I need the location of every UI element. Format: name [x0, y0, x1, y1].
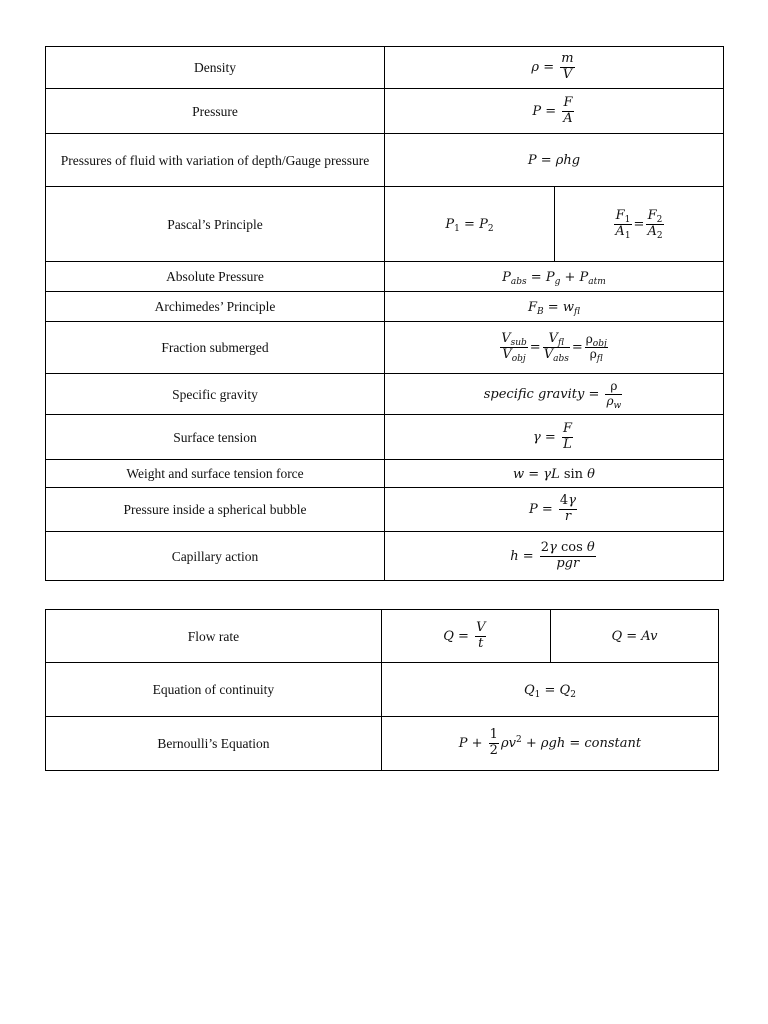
- formula-bernoulli: P + $\frac{1}{2}$ $\rho v^2 + \rho gh$ = constant: [381, 717, 718, 771]
- fluid-flow-table: [45, 609, 768, 771]
- formula-pressure: P = $\frac{F}{A}$: [385, 89, 724, 134]
- row-label: Pressures of fluid with variation of depth/Gauge pressure: [46, 134, 385, 187]
- table-row: [46, 322, 724, 374]
- table-overflow-column: [719, 663, 768, 717]
- table-row: [46, 610, 768, 663]
- table-row: [46, 374, 724, 415]
- formula-density: ρ = $\frac{m}{V}$: [385, 47, 724, 89]
- row-label: Fraction submerged: [46, 322, 385, 374]
- table-row: [46, 663, 768, 717]
- formula-weight-surface-tension: w = γL sin θ: [385, 460, 724, 488]
- formula-specific-gravity: specific gravity = $\frac{\rho}{\rho_w}$: [385, 374, 724, 415]
- row-label: Equation of continuity: [46, 663, 382, 717]
- table-row: [46, 134, 724, 187]
- row-label: Bernoulli’s Equation: [46, 717, 382, 771]
- formula-bubble-pressure: P = $\frac{4\gamma}{r}$: [385, 488, 724, 532]
- row-label: Capillary action: [46, 532, 385, 581]
- table-row: [46, 89, 724, 134]
- row-label: Weight and surface tension force: [46, 460, 385, 488]
- table-row: [46, 187, 724, 262]
- row-label: Archimedes’ Principle: [46, 292, 385, 322]
- table-row: [46, 460, 724, 488]
- formula-surface-tension: γ = $\frac{F}{L}$: [385, 415, 724, 460]
- table-row: [46, 262, 724, 292]
- row-label: Pressure inside a spherical bubble: [46, 488, 385, 532]
- formula-absolute-pressure: $P_{abs} = P_g + P_{atm}$: [385, 262, 724, 292]
- formula-gauge-pressure: P = ρhg: [385, 134, 724, 187]
- row-label: Density: [46, 47, 385, 89]
- fluid-formulas-table: [45, 46, 724, 581]
- table-row: [46, 717, 768, 771]
- formula-continuity: $Q_1 = Q_2$: [381, 663, 718, 717]
- table-row: [46, 292, 724, 322]
- formula-pascal-2: $\frac{F_1}{A_1}$ = $\frac{F_2}{A_2}$: [555, 187, 724, 262]
- formula-flow-rate-1: Q = $\frac{V}{t}$: [381, 610, 550, 663]
- row-label: Pascal’s Principle: [46, 187, 385, 262]
- formula-flow-rate-2: Q = Av: [550, 610, 718, 663]
- table-row: [46, 47, 724, 89]
- row-label: Pressure: [46, 89, 385, 134]
- formula-pascal-1: $P_1 = P_2$: [385, 187, 555, 262]
- row-label: Absolute Pressure: [46, 262, 385, 292]
- formula-capillary-action: h = $\frac{\text{2γ cos θ}}{\text{pgr}}$: [385, 532, 724, 581]
- formula-archimedes: $F_B = w_{fl}$: [385, 292, 724, 322]
- table-row: [46, 532, 724, 581]
- row-label: Flow rate: [46, 610, 382, 663]
- formula-fraction-submerged: $\frac{V_{sub}}{V_{obj}}$ = $\frac{V_{fl}}{V_{abs}}$ = $\frac{\rho_{obj}}{\rho_{fl}}$: [385, 322, 724, 374]
- table-row: [46, 488, 724, 532]
- table-row: [46, 415, 724, 460]
- table-overflow-column: [719, 610, 768, 663]
- row-label: Specific gravity: [46, 374, 385, 415]
- table-overflow-column: [719, 717, 768, 771]
- row-label: Surface tension: [46, 415, 385, 460]
